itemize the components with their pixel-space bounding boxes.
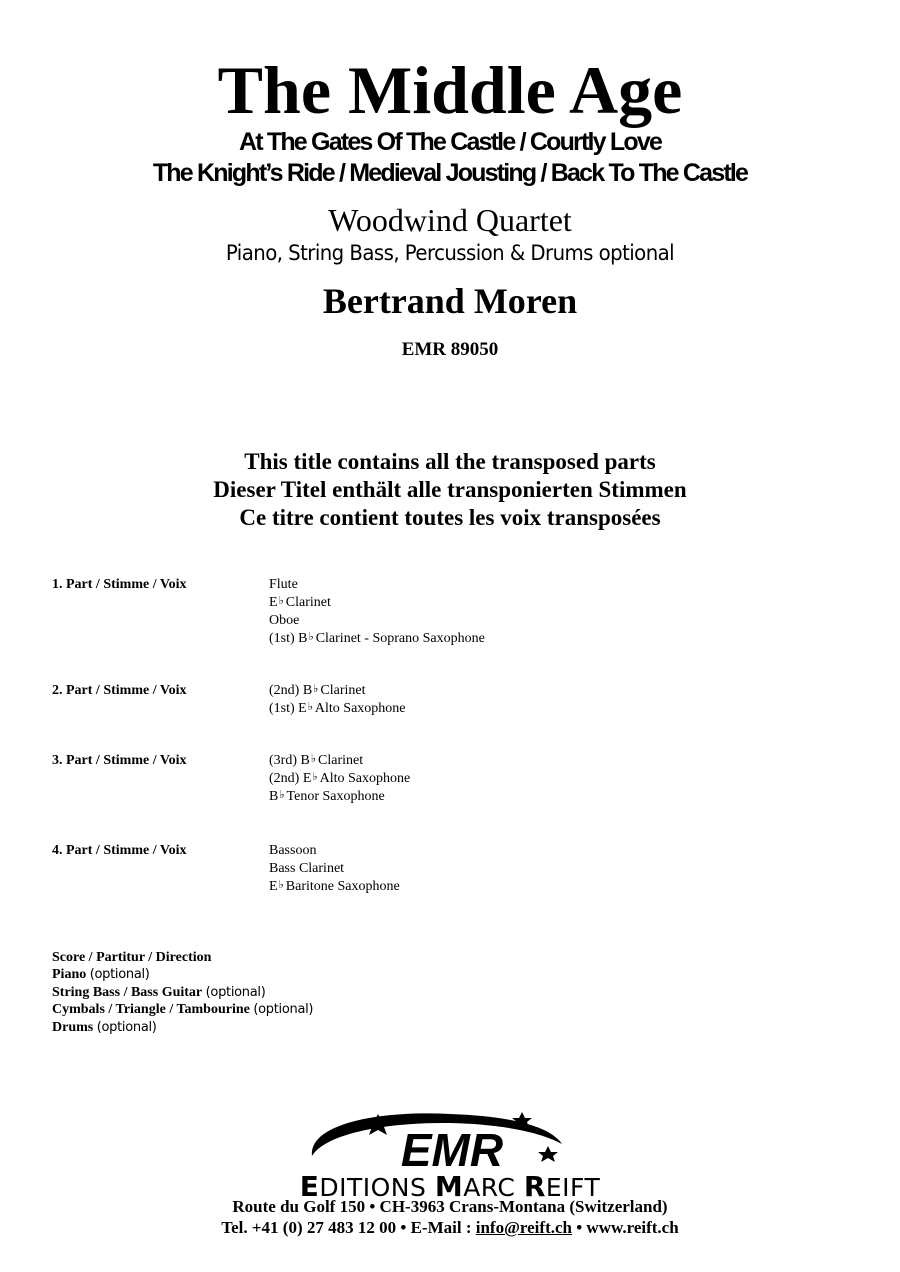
page-title: The Middle Age [217, 52, 683, 128]
flat-symbol: ♭ [278, 879, 284, 891]
instrument-name: (1st) B [269, 631, 308, 646]
flat-symbol: ♭ [279, 789, 285, 801]
optional-note: (optional) [89, 967, 150, 983]
optional-note: (optional) [205, 984, 266, 1000]
part-label: 1. Part / Stimme / Voix [52, 577, 187, 592]
instrument [269, 752, 363, 770]
instrument [269, 878, 400, 896]
publisher-initial: E [299, 1170, 320, 1203]
extra-part-name: Score / Partitur / Direction [52, 950, 212, 965]
optional-instruments: Piano, String Bass, Percussion & Drums optional [225, 241, 675, 265]
extra-part-name: Drums [52, 1019, 94, 1035]
flat-symbol: ♭ [313, 683, 319, 695]
flat-symbol: ♭ [310, 753, 317, 765]
subtitle-line-2: The Knight’s Ride / Medieval Jousting / Back To The Castle [152, 159, 748, 187]
instrument-name: Flute [269, 577, 298, 592]
instrument [269, 682, 365, 700]
instrument-name: (2nd) E [269, 771, 312, 786]
website-text: • www.reift.ch [571, 1218, 679, 1237]
publisher-word: DITIONS [319, 1173, 435, 1202]
part-label: 3. Part / Stimme / Voix [52, 753, 187, 768]
instrument [269, 788, 385, 806]
catalog-number: EMR 89050 [401, 339, 499, 360]
instrument-name-rest: Alto Saxophone [319, 771, 411, 786]
publisher-initial: R [523, 1170, 546, 1203]
instrument-name: Bassoon [269, 843, 317, 858]
logo-text: EMR [400, 1124, 504, 1176]
star-icon [538, 1146, 558, 1162]
instrument-name-rest: Clarinet - Soprano Saxophone [315, 631, 485, 646]
extras-list [52, 949, 313, 1036]
publisher-word: ARC [463, 1173, 524, 1202]
extra-part [52, 984, 313, 1001]
extra-part [52, 966, 313, 983]
extra-part [52, 1001, 313, 1018]
instrument-name: E [269, 595, 278, 610]
instrument [269, 576, 298, 594]
instrument [269, 594, 331, 612]
instrument-name: (3rd) B [269, 753, 310, 768]
instrument [269, 842, 316, 860]
instrument-name: B [269, 789, 279, 804]
instrument-name-rest: Baritone Saxophone [285, 879, 400, 894]
subtitle-line-1: At The Gates Of The Castle / Courtly Love [238, 128, 662, 156]
notice-french: Ce titre contient toutes les voix transposées [239, 505, 661, 530]
instrument-name-rest: Alto Saxophone [314, 701, 406, 716]
instrument-name: Oboe [269, 613, 300, 628]
instrument-name-rest: Tenor Saxophone [286, 789, 385, 804]
extra-part-name: Cymbals / Triangle / Tambourine [52, 1002, 250, 1018]
instrument-name-rest: Clarinet [285, 595, 331, 610]
extra-part [52, 1019, 313, 1036]
publisher-initial: M [434, 1170, 464, 1203]
instrument [269, 860, 344, 878]
publisher-word: EIFT [545, 1173, 601, 1202]
instrument-name-rest: Clarinet [318, 753, 364, 768]
instrument-name: E [269, 879, 278, 894]
ensemble: Woodwind Quartet [328, 202, 572, 238]
flat-symbol: ♭ [307, 701, 313, 713]
part-label: 4. Part / Stimme / Voix [52, 843, 187, 858]
notice-english: This title contains all the transposed parts [244, 449, 656, 474]
instrument-name: Bass Clarinet [269, 861, 345, 876]
extra-part [52, 949, 313, 966]
extra-part-name: String Bass / Bass Guitar [52, 984, 203, 1000]
flat-symbol: ♭ [278, 595, 284, 607]
part-label: 2. Part / Stimme / Voix [52, 683, 187, 698]
notice-german: Dieser Titel enthält alle transponierten Stimmen [213, 477, 687, 502]
publisher-address: Route du Golf 150 • CH-3963 Crans-Montana (Switzerland) [232, 1197, 668, 1216]
optional-note: (optional) [253, 1002, 314, 1018]
instrument [269, 630, 485, 648]
instrument [269, 700, 406, 718]
instrument-name: (2nd) B [269, 683, 313, 698]
email-link[interactable]: info@reift.ch [475, 1218, 572, 1237]
publisher-contact [0, 1218, 900, 1238]
instrument-name: (1st) E [269, 701, 307, 716]
instrument [269, 612, 299, 630]
instrument [269, 770, 410, 788]
flat-symbol: ♭ [312, 771, 318, 783]
phone-text: Tel. +41 (0) 27 483 12 00 • E-Mail : [221, 1218, 476, 1237]
flat-symbol: ♭ [308, 631, 314, 643]
optional-note: (optional) [96, 1019, 157, 1035]
emr-logo [300, 1104, 600, 1176]
composer: Bertrand Moren [322, 281, 578, 321]
extra-part-name: Piano [52, 967, 87, 983]
instrument-name-rest: Clarinet [320, 683, 366, 698]
